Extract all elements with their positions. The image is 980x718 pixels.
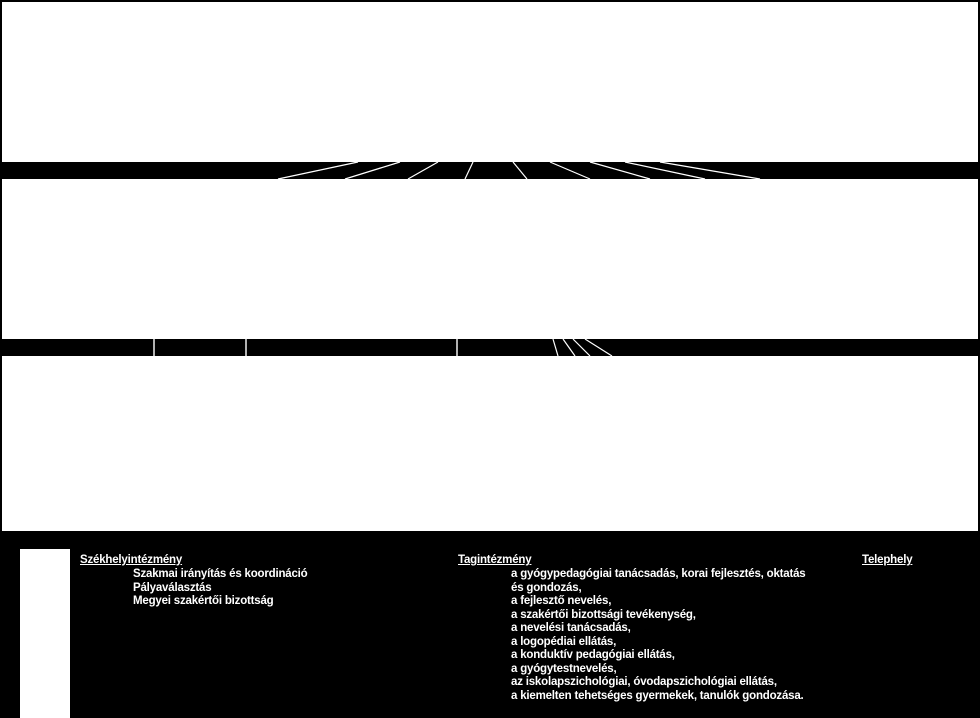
connector-line xyxy=(465,162,473,179)
connector-line xyxy=(550,162,590,179)
legend-item: a fejlesztő nevelés, xyxy=(511,595,612,607)
connector-line xyxy=(585,339,612,356)
connector-line xyxy=(590,162,650,179)
legend-item: a konduktív pedagógiai ellátás, xyxy=(511,649,675,661)
connector-line xyxy=(563,339,575,356)
diagram-panel-top xyxy=(2,2,978,162)
connector-lines-lower xyxy=(0,339,980,356)
legend-heading-szekhelyintezmeny: Székhelyintézmény xyxy=(80,554,183,566)
legend-item: a gyógytestnevelés, xyxy=(511,662,617,675)
legend-item: a logopédiai ellátás, xyxy=(511,635,617,648)
legend-item: a nevelési tanácsadás, xyxy=(511,622,631,634)
connector-line xyxy=(513,162,527,179)
connector-line xyxy=(660,162,760,179)
legend-item: Megyei szakértői bizottság xyxy=(133,595,274,607)
legend-item: és gondozás, xyxy=(511,581,582,594)
connector-lines-upper xyxy=(0,162,980,179)
connector-line xyxy=(573,339,590,356)
legend-item: Szakmai irányítás és koordináció xyxy=(133,568,308,580)
legend-list-tagintezmeny xyxy=(511,568,806,703)
legend-item: a gyógypedagógiai tanácsadás, korai fejlesztés, oktatás xyxy=(511,568,806,580)
legend-heading-tagintezmeny: Tagintézmény xyxy=(458,554,532,566)
diagram-panel-middle xyxy=(2,179,978,339)
connector-line xyxy=(408,162,438,179)
legend-item: az iskolapszichológiai, óvodapszichológiai ellátás, xyxy=(511,676,777,688)
legend-item: a kiemelten tehetséges gyermekek, tanulók gondozása. xyxy=(511,689,804,702)
legend-heading-telephely: Telephely xyxy=(862,554,913,566)
legend-list-szekhelyintezmeny xyxy=(133,568,307,609)
connector-line xyxy=(278,162,358,179)
legend-item: a szakértői bizottsági tevékenység, xyxy=(511,608,696,621)
connector-line xyxy=(625,162,705,179)
diagram-panel-bottom xyxy=(2,356,978,531)
connector-line xyxy=(345,162,400,179)
legend-item: Pályaválasztás xyxy=(133,581,212,594)
legend-swatch xyxy=(20,549,70,718)
connector-line xyxy=(553,339,558,356)
